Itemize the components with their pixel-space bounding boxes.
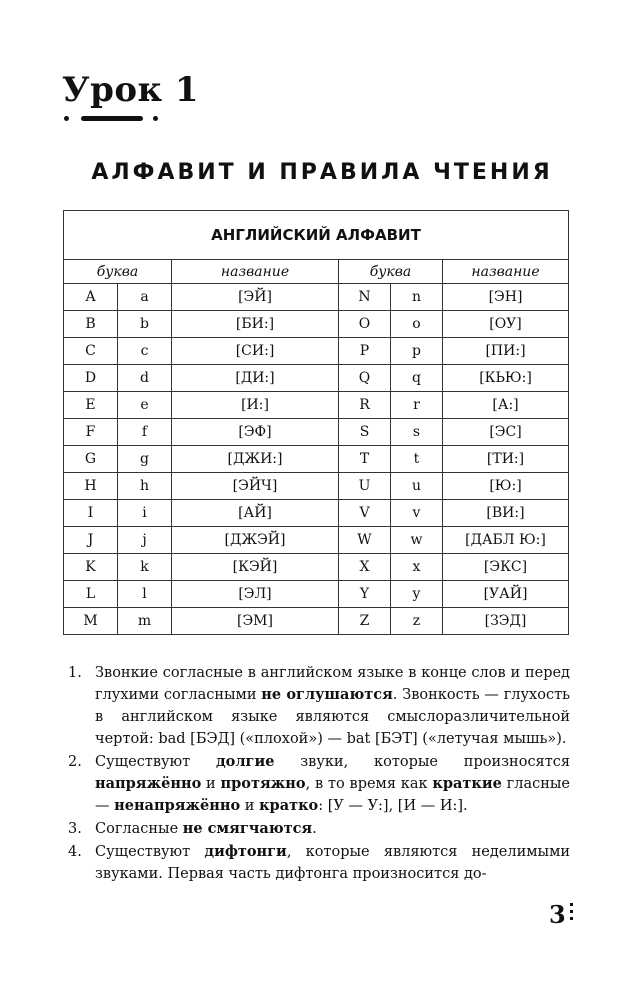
table-row xyxy=(64,365,569,392)
rule-number: 3. xyxy=(68,821,82,837)
uppercase-letter: W xyxy=(339,527,391,554)
underline-dot-left xyxy=(64,116,69,121)
lowercase-letter: p xyxy=(391,338,443,365)
uppercase-letter: U xyxy=(339,473,391,500)
rule-text: Существуют xyxy=(95,754,216,770)
lesson-title-underline xyxy=(62,113,162,125)
page-number: 3 xyxy=(549,900,566,929)
letter-name: [И:] xyxy=(172,392,339,419)
rule-text: , которые являются неделимыми звуками. Первая часть дифтонга произносится до- xyxy=(95,844,571,882)
uppercase-letter: N xyxy=(339,284,391,311)
table-row xyxy=(64,527,569,554)
table-row xyxy=(64,392,569,419)
letter-name: [Ю:] xyxy=(443,473,569,500)
lowercase-letter: o xyxy=(391,311,443,338)
uppercase-letter: G xyxy=(64,446,118,473)
lowercase-letter: z xyxy=(391,608,443,635)
table-row xyxy=(64,554,569,581)
lesson-title: Урок 1 xyxy=(62,70,200,110)
table-row xyxy=(64,581,569,608)
emphasis-text: краткие xyxy=(432,775,502,792)
letter-name: [КЭЙ] xyxy=(172,554,339,581)
rule-item xyxy=(68,818,570,840)
uppercase-letter: V xyxy=(339,500,391,527)
rule-item xyxy=(68,751,570,817)
header-name-left: название xyxy=(172,260,339,284)
lowercase-letter: s xyxy=(391,419,443,446)
uppercase-letter: E xyxy=(64,392,118,419)
letter-name: [КЬЮ:] xyxy=(443,365,569,392)
table-row xyxy=(64,608,569,635)
uppercase-letter: B xyxy=(64,311,118,338)
letter-name: [ЭМ] xyxy=(172,608,339,635)
rule-text: Согласные xyxy=(95,821,183,837)
uppercase-letter: F xyxy=(64,419,118,446)
lowercase-letter: j xyxy=(118,527,172,554)
lowercase-letter: r xyxy=(391,392,443,419)
lowercase-letter: i xyxy=(118,500,172,527)
uppercase-letter: O xyxy=(339,311,391,338)
page-number-marks xyxy=(570,903,573,929)
emphasis-text: кратко xyxy=(259,797,319,814)
rule-number: 1. xyxy=(68,665,82,681)
letter-name: [ЭЙ] xyxy=(172,284,339,311)
letter-name: [А:] xyxy=(443,392,569,419)
rule-item xyxy=(68,662,570,750)
table-row xyxy=(64,446,569,473)
emphasis-text: не смягчаются xyxy=(182,820,313,837)
letter-name: [ЭКС] xyxy=(443,554,569,581)
rule-text: Звонкие согласные в английском языке в конце слов и перед глухими согласными xyxy=(95,665,570,703)
lowercase-letter: f xyxy=(118,419,172,446)
uppercase-letter: J xyxy=(64,527,118,554)
rule-number: 2. xyxy=(68,754,82,770)
emphasis-text: ненапряжённо xyxy=(114,797,241,814)
table-row xyxy=(64,284,569,311)
emphasis-text: дифтонги xyxy=(204,843,287,860)
lowercase-letter: n xyxy=(391,284,443,311)
letter-name: [ДИ:] xyxy=(172,365,339,392)
lowercase-letter: u xyxy=(391,473,443,500)
emphasis-text: долгие xyxy=(216,753,275,770)
rule-text: звуки, которые произносятся xyxy=(274,754,570,770)
letter-name: [ДЖИ:] xyxy=(172,446,339,473)
rule-text: и xyxy=(201,776,221,792)
table-row xyxy=(64,419,569,446)
letter-name: [СИ:] xyxy=(172,338,339,365)
alphabet-table xyxy=(63,210,569,635)
letter-name: [УАЙ] xyxy=(443,581,569,608)
header-name-right: название xyxy=(443,260,569,284)
uppercase-letter: C xyxy=(64,338,118,365)
table-caption: АНГЛИЙСКИЙ АЛФАВИТ xyxy=(64,211,569,260)
uppercase-letter: K xyxy=(64,554,118,581)
table-row xyxy=(64,473,569,500)
letter-name: [ПИ:] xyxy=(443,338,569,365)
letter-name: [ЭС] xyxy=(443,419,569,446)
lowercase-letter: w xyxy=(391,527,443,554)
section-title: АЛФАВИТ И ПРАВИЛА ЧТЕНИЯ xyxy=(91,160,553,185)
lowercase-letter: d xyxy=(118,365,172,392)
lowercase-letter: k xyxy=(118,554,172,581)
uppercase-letter: A xyxy=(64,284,118,311)
rule-text: Существуют xyxy=(95,844,205,860)
table-row xyxy=(64,338,569,365)
letter-name: [ЭЙЧ] xyxy=(172,473,339,500)
letter-name: [ВИ:] xyxy=(443,500,569,527)
underline-dot-right xyxy=(153,116,158,121)
lowercase-letter: v xyxy=(391,500,443,527)
uppercase-letter: Y xyxy=(339,581,391,608)
lowercase-letter: y xyxy=(391,581,443,608)
uppercase-letter: P xyxy=(339,338,391,365)
uppercase-letter: T xyxy=(339,446,391,473)
table-row xyxy=(64,500,569,527)
uppercase-letter: S xyxy=(339,419,391,446)
rule-text: . Звонкость — глухость в английском языке являются смыслоразличительной чертой: bad [БЭД] («плохой») — bat [БЭТ] («летучая мышь»). xyxy=(95,687,570,747)
uppercase-letter: D xyxy=(64,365,118,392)
lowercase-letter: b xyxy=(118,311,172,338)
letter-name: [ДЖЭЙ] xyxy=(172,527,339,554)
letter-name: [ЭФ] xyxy=(172,419,339,446)
uppercase-letter: I xyxy=(64,500,118,527)
letter-name: [ЭН] xyxy=(443,284,569,311)
rule-number: 4. xyxy=(68,844,82,860)
rule-text: гласные — xyxy=(95,776,570,814)
rule-text: : [У — У:], [И — И:]. xyxy=(318,798,468,814)
rule-item xyxy=(68,841,571,885)
lowercase-letter: g xyxy=(118,446,172,473)
letter-name: [ОУ] xyxy=(443,311,569,338)
emphasis-text: напряжённо xyxy=(95,775,202,792)
table-row xyxy=(64,311,569,338)
letter-name: [БИ:] xyxy=(172,311,339,338)
header-letter-right: буква xyxy=(339,260,443,284)
lowercase-letter: h xyxy=(118,473,172,500)
rule-text: . xyxy=(312,821,317,837)
lowercase-letter: a xyxy=(118,284,172,311)
lowercase-letter: t xyxy=(391,446,443,473)
emphasis-text: не оглушаются xyxy=(261,686,393,703)
letter-name: [ЭЛ] xyxy=(172,581,339,608)
uppercase-letter: L xyxy=(64,581,118,608)
letter-name: [АЙ] xyxy=(172,500,339,527)
uppercase-letter: R xyxy=(339,392,391,419)
uppercase-letter: Q xyxy=(339,365,391,392)
uppercase-letter: X xyxy=(339,554,391,581)
underline-bar xyxy=(81,116,143,121)
rules-list xyxy=(68,662,571,886)
lowercase-letter: m xyxy=(118,608,172,635)
lowercase-letter: x xyxy=(391,554,443,581)
letter-name: [ТИ:] xyxy=(443,446,569,473)
header-letter-left: буква xyxy=(64,260,172,284)
rule-text: и xyxy=(240,798,260,814)
lowercase-letter: c xyxy=(118,338,172,365)
rule-text: , в то время как xyxy=(305,776,433,792)
letter-name: [ЗЭД] xyxy=(443,608,569,635)
uppercase-letter: H xyxy=(64,473,118,500)
uppercase-letter: Z xyxy=(339,608,391,635)
letter-name: [ДАБЛ Ю:] xyxy=(443,527,569,554)
emphasis-text: протяжно xyxy=(220,775,306,792)
lowercase-letter: q xyxy=(391,365,443,392)
alphabet-table-body xyxy=(64,284,569,635)
lowercase-letter: l xyxy=(118,581,172,608)
uppercase-letter: M xyxy=(64,608,118,635)
lowercase-letter: e xyxy=(118,392,172,419)
